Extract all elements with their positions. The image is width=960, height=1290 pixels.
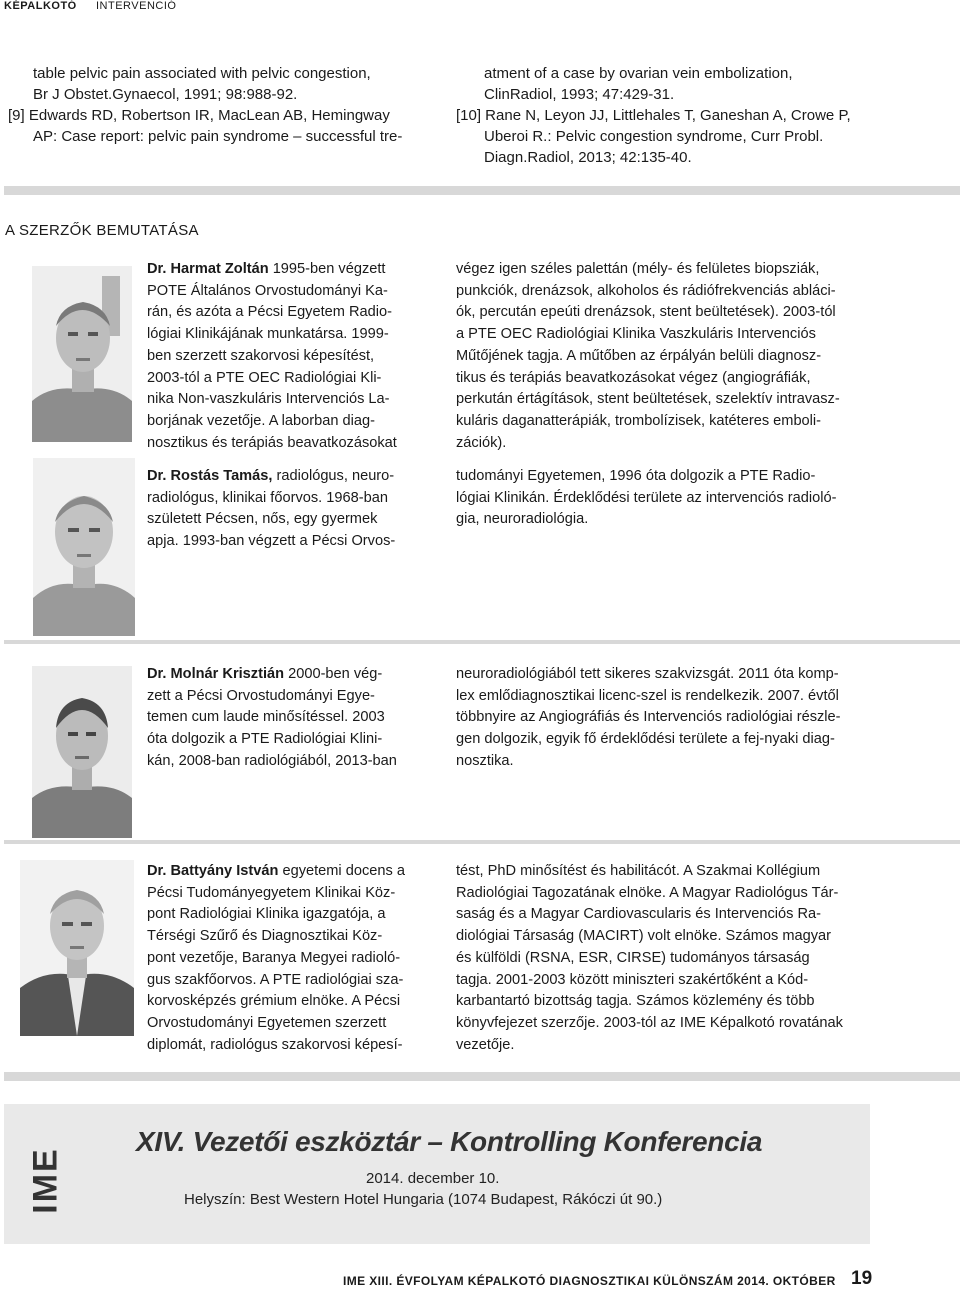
bio-line: pont vezetője, Baranya Megyei radioló- <box>147 949 401 966</box>
bio-line: gen dolgozik, egyik fő érdeklődési területe a fej-nyaki diag- <box>456 731 835 748</box>
bio-line: 2000-ben vég- <box>284 666 383 682</box>
bio-line: Orvostudományi Egyetemen szerzett <box>147 1014 387 1031</box>
reference-line: Uberoi R.: Pelvic congestion syndrome, Curr Probl. <box>484 128 824 145</box>
reference-line: [9] Edwards RD, Robertson IR, MacLean AB, Hemingway <box>8 107 390 124</box>
conference-title: XIV. Vezetői eszköztár – Kontrolling Konferencia <box>136 1126 763 1157</box>
bio-line: tést, PhD minősítést és habilitácót. A Szakmai Kollégium <box>456 863 821 879</box>
author-photo-rostas <box>33 458 135 636</box>
portrait-image <box>33 458 135 636</box>
bio-line: gus szakfőorvos. A PTE radiológiai sza- <box>147 971 404 988</box>
bio-line: Térségi Szűrő és Diagnosztikai Köz- <box>147 928 383 945</box>
bio-line: 1995-ben végzett <box>268 261 386 277</box>
author-bio-battyany-right <box>456 861 876 1056</box>
author-bio-battyany-left <box>147 861 422 1056</box>
bio-line: tudományi Egyetemen, 1996 óta dolgozik a PTE Radio- <box>456 468 816 484</box>
bio-line: pont Radiológiai Klinika igazgatója, a <box>147 906 386 923</box>
conference-date: 2014. december 10. <box>366 1170 500 1187</box>
author-name: Dr. Battyány István <box>147 863 279 879</box>
conference-venue: Helyszín: Best Western Hotel Hungaria (1074 Budapest, Rákóczi út 90.) <box>184 1191 663 1208</box>
bio-line: könyvfejezet szerzője. 2003-tól az IME Képalkotó rovatának <box>456 1014 843 1031</box>
bio-line: diplomát, radiológus szakorvosi képesí- <box>147 1036 403 1053</box>
bio-line: ók, percután epeúti drenázsok, stent beültetések). 2003-tól <box>456 304 836 321</box>
author-photo-molnar <box>32 666 132 838</box>
section-divider <box>4 1072 960 1081</box>
bio-line: karbantartó bizottság tagja. Számos közlemény és több <box>456 993 815 1010</box>
bio-line: nosztikus és terápiás beavatkozásokat <box>147 434 397 451</box>
author-photo-battyany <box>20 860 134 1036</box>
bio-line: Radiológiai Tagozatának elnöke. A Magyar Radiológus Tár- <box>456 884 839 901</box>
bio-line: korvosképzés grémium elnöke. A Pécsi <box>147 993 401 1010</box>
portrait-image <box>32 666 132 838</box>
author-name: Dr. Molnár Krisztián <box>147 666 285 682</box>
author-bio-harmat-right <box>456 259 876 454</box>
bio-line: tikus és terápiás beavatkozásokat végez (angiográfiák, <box>456 369 811 386</box>
bio-line: rán, és azóta a Pécsi Egyetem Radio- <box>147 304 392 321</box>
conference-banner <box>4 1104 870 1244</box>
bio-line: nika Non-vaszkuláris Intervenciós La- <box>147 391 390 408</box>
bio-line: radiológus, klinikai főorvos. 1968-ban <box>147 489 388 506</box>
author-name: Dr. Harmat Zoltán <box>147 261 269 277</box>
author-bio-molnar-right <box>456 664 876 773</box>
reference-line: atment of a case by ovarian vein embolization, <box>484 65 793 82</box>
bio-line: vezetője. <box>456 1036 515 1053</box>
author-divider <box>4 840 960 844</box>
bio-line: gia, neuroradiológia. <box>456 511 589 528</box>
bio-line: és külföldi (RSNA, ESR, CIRSE) tudományos társaság <box>456 949 810 966</box>
page-number: 19 <box>851 1268 873 1289</box>
bio-line: zációk). <box>456 434 507 451</box>
header-tab-kepalkoto: KÉPALKOTÓ <box>4 0 77 12</box>
bio-line: punkciók, drenázsok, alkoholos és rádiófrekvenciás abláci- <box>456 282 836 299</box>
bio-line: lógiai Klinikájának munkatársa. 1999- <box>147 326 389 343</box>
bio-line: 2003-tól a PTE OEC Radiológiai Kli- <box>147 369 382 386</box>
portrait-image <box>20 860 134 1036</box>
header-tab-intervencio: INTERVENCIÓ <box>96 0 177 12</box>
reference-line: ClinRadiol, 1993; 47:429-31. <box>484 86 675 103</box>
author-bio-rostas-right <box>456 466 876 531</box>
ime-logo: IME <box>26 1146 65 1214</box>
reference-line: Br J Obstet.Gynaecol, 1991; 98:988-92. <box>33 86 298 103</box>
reference-line: Diagn.Radiol, 2013; 42:135-40. <box>484 149 692 166</box>
bio-line: tagja. 2001-2003 között miniszteri szakértőként a Kód- <box>456 971 809 988</box>
bio-line: Műtőjének tagja. A műtőben az érpályán belüli diagnosz- <box>456 347 822 364</box>
bio-line: radiológus, neuro- <box>272 468 395 484</box>
references-right <box>456 63 872 168</box>
author-bio-harmat-left <box>147 259 422 454</box>
bio-line: lex emlődiagnosztikai licenc-szel is rendelkezik. 2007. évtől <box>456 687 839 704</box>
bio-line: kán, 2008-ban radiológiából, 2013-ban <box>147 752 397 769</box>
bio-line: Pécsi Tudományegyetem Klinikai Köz- <box>147 884 396 901</box>
bio-line: zett a Pécsi Orvostudományi Egye- <box>147 687 375 704</box>
reference-line: [10] Rane N, Leyon JJ, Littlehales T, Ganeshan A, Crowe P, <box>456 107 851 124</box>
reference-line: table pelvic pain associated with pelvic congestion, <box>33 65 371 82</box>
bio-line: saság és a Magyar Cardiovascularis és Intervenciós Ra- <box>456 906 822 923</box>
bio-line: perkután értágítások, stent beültetések, szelektív intravasz- <box>456 391 840 408</box>
bio-line: apja. 1993-ban végzett a Pécsi Orvos- <box>147 533 396 550</box>
author-photo-harmat <box>32 266 132 442</box>
bio-line: neuroradiológiából tett sikeres szakvizsgát. 2011 óta komp- <box>456 666 839 682</box>
bio-line: végez igen széles palettán (mély- és felületes biopsziák, <box>456 261 820 277</box>
bio-line: diológiai Társaság (MACIRT) volt elnöke. Számos magyar <box>456 928 831 945</box>
author-name: Dr. Rostás Tamás, <box>147 468 273 484</box>
author-divider <box>4 640 960 644</box>
bio-line: POTE Általános Orvostudományi Ka- <box>147 282 388 299</box>
bio-line: nosztika. <box>456 752 514 769</box>
bio-line: született Pécsen, nős, egy gyermek <box>147 511 378 528</box>
bio-line: többnyire az Angiográfiás és Intervenciós radiológiai részle- <box>456 709 841 726</box>
bio-line: kuláris daganatterápiák, trombolízisek, katéteres emboli- <box>456 412 822 429</box>
footer-text: IME XIII. ÉVFOLYAM KÉPALKOTÓ DIAGNOSZTIKAI KÜLÖNSZÁM 2014. OKTÓBER <box>343 1274 836 1288</box>
reference-line: AP: Case report: pelvic pain syndrome – successful tre- <box>33 128 403 145</box>
bio-line: borjának vezetője. A laborban diag- <box>147 412 375 429</box>
bio-line: ben szerzett szakorvosi képesítést, <box>147 347 375 364</box>
references-left <box>8 63 420 147</box>
bio-line: lógiai Klinikán. Érdeklődési területe az intervenciós radioló- <box>456 489 837 506</box>
section-divider <box>4 186 960 195</box>
portrait-image <box>32 266 132 442</box>
author-bio-molnar-left <box>147 664 422 773</box>
author-bio-rostas-left <box>147 466 422 553</box>
bio-line: óta dolgozik a PTE Radiológiai Klini- <box>147 731 383 748</box>
bio-line: a PTE OEC Radiológiai Klinika Vaszkuláris Intervenciós <box>456 326 816 343</box>
ime-logo-wrap <box>4 1140 88 1220</box>
bio-line: temen cum laude minősítéssel. 2003 <box>147 709 385 726</box>
bio-line: egyetemi docens a <box>278 863 405 879</box>
section-title: A SZERZŐK BEMUTATÁSA <box>5 222 199 239</box>
